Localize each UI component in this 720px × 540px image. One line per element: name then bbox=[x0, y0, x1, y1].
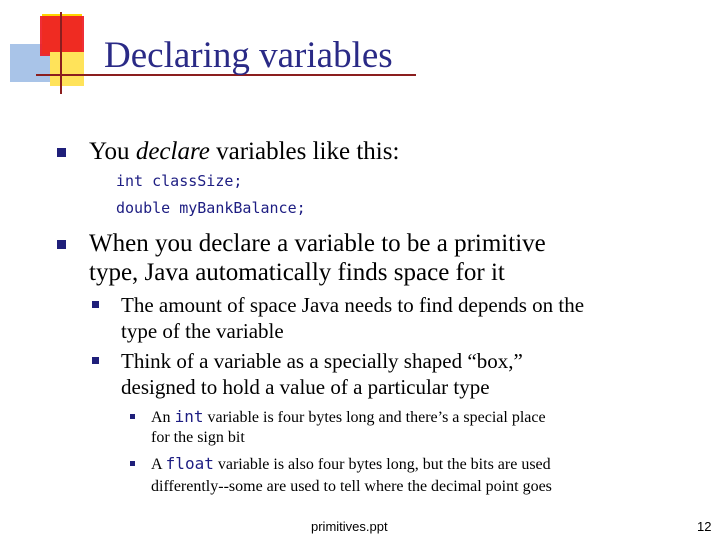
code-line-2: double myBankBalance; bbox=[116, 199, 306, 217]
logo-red-block bbox=[40, 16, 84, 56]
slide-title: Declaring variables bbox=[104, 35, 393, 76]
bullet-2-line-2: type, Java automatically finds space for it bbox=[89, 259, 505, 286]
code-keyword-int: int bbox=[174, 407, 204, 426]
sub-sub-bullet-1-line-2: for the sign bit bbox=[151, 429, 245, 446]
sub-bullet-1-line-1: The amount of space Java needs to find depends on the bbox=[121, 293, 585, 317]
bullet-1-text: You declare variables like this: bbox=[89, 138, 400, 165]
sub-sub-bullet-marker bbox=[130, 461, 135, 466]
sub-bullet-marker bbox=[92, 301, 99, 308]
page-number: 12 bbox=[697, 519, 712, 534]
sub-bullet-2-line-1: Think of a variable as a specially shaped “box,” bbox=[121, 349, 523, 373]
bullet-2-line-1: When you declare a variable to be a primitive bbox=[89, 230, 546, 257]
bullet-marker bbox=[57, 148, 66, 157]
code-line-1: int classSize; bbox=[116, 172, 243, 190]
bullet-marker bbox=[57, 240, 66, 249]
sub-sub-bullet-2-line-1: A float variable is also four bytes long, but the bits are used bbox=[151, 454, 551, 473]
sub-bullet-2-line-2: designed to hold a value of a particular type bbox=[121, 375, 490, 399]
sub-sub-bullet-marker bbox=[130, 414, 135, 419]
sub-sub-bullet-2-line-2: differently--some are used to tell where the decimal point goes bbox=[151, 478, 552, 495]
logo-vertical-line bbox=[60, 12, 62, 94]
sub-sub-bullet-1-line-1: An int variable is four bytes long and there’s a special place bbox=[151, 407, 546, 426]
footer-filename: primitives.ppt bbox=[311, 519, 388, 534]
logo-yellow-block-2 bbox=[50, 52, 84, 86]
sub-bullet-1-line-2: type of the variable bbox=[121, 319, 284, 343]
code-keyword-float: float bbox=[165, 454, 214, 473]
sub-bullet-marker bbox=[92, 357, 99, 364]
